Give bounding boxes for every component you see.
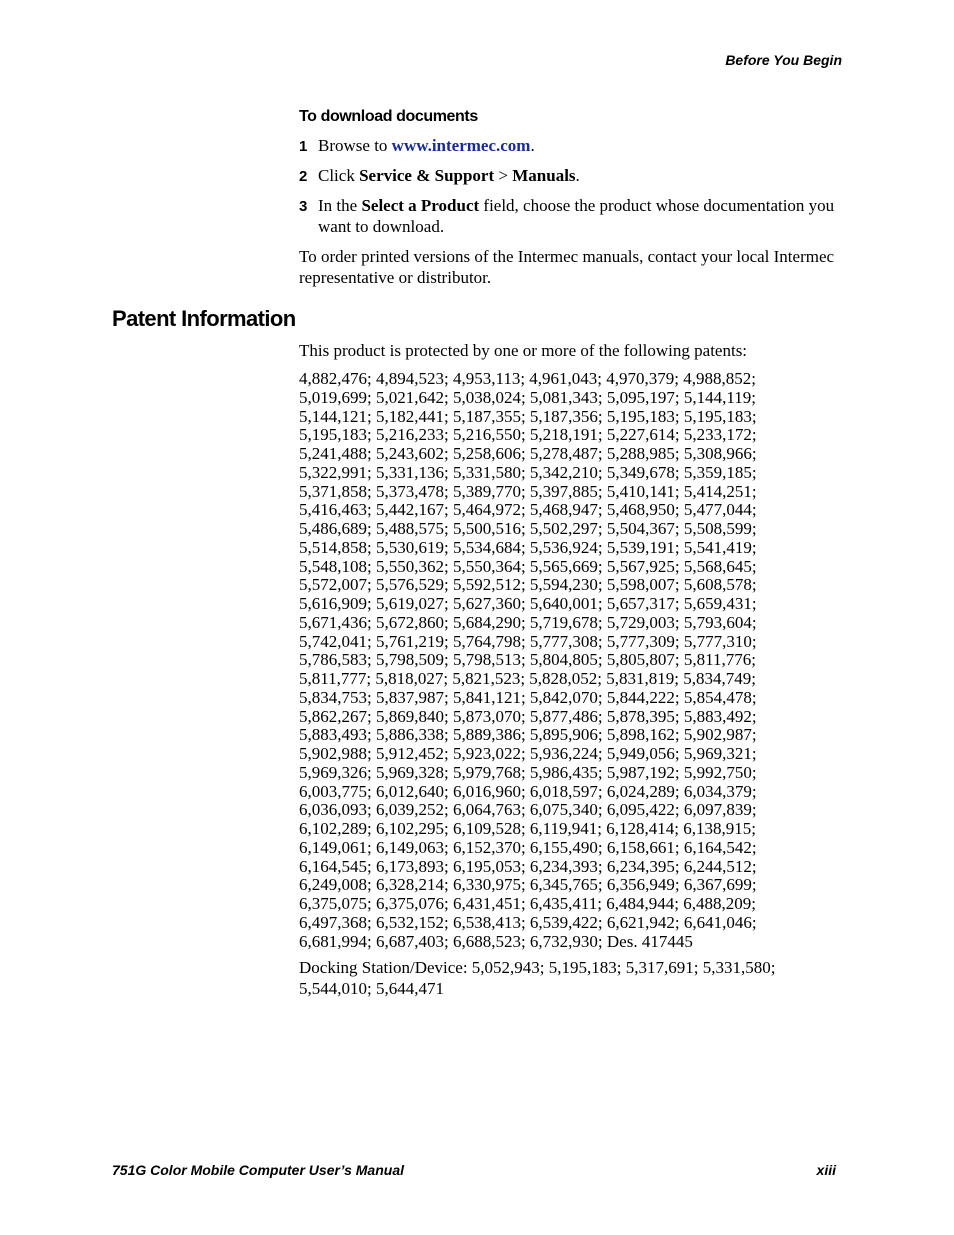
patent-line: 5,514,858; 5,530,619; 5,534,684; 5,536,924; 5,539,191; 5,541,419; xyxy=(299,537,757,557)
patent-line: 6,497,368; 6,532,152; 6,538,413; 6,539,422; 6,621,942; 6,641,046; xyxy=(299,912,757,932)
patent-line: 6,164,545; 6,173,893; 6,195,053; 6,234,393; 6,234,395; 6,244,512; xyxy=(299,856,757,876)
patent-line: 5,616,909; 5,619,027; 5,627,360; 5,640,001; 5,657,317; 5,659,431; xyxy=(299,594,757,613)
step-number: 3 xyxy=(299,198,308,215)
patent-line: 6,249,008; 6,328,214; 6,330,975; 6,345,765; 6,356,949; 6,367,699; xyxy=(299,875,757,895)
manuals-label: Manuals xyxy=(512,166,576,185)
patent-line: 5,834,753; 5,837,987; 5,841,121; 5,842,070; 5,844,222; 5,854,478; xyxy=(299,687,757,707)
page-number: xiii xyxy=(816,1162,836,1178)
patent-line: 5,786,583; 5,798,509; 5,798,513; 5,804,805; 5,805,807; 5,811,776; xyxy=(299,650,756,670)
patent-line: 5,862,267; 5,869,840; 5,873,070; 5,877,486; 5,878,395; 5,883,492; xyxy=(299,706,757,726)
patent-line: 5,671,436; 5,672,860; 5,684,290; 5,719,678; 5,729,003; 5,793,604; xyxy=(299,612,757,632)
patent-line: 6,003,775; 6,012,640; 6,016,960; 6,018,597; 6,024,289; 6,034,379; xyxy=(299,781,757,801)
step-number: 1 xyxy=(299,138,308,155)
patent-line: 6,149,061; 6,149,063; 6,152,370; 6,155,490; 6,158,661; 6,164,542; xyxy=(299,837,757,857)
patent-line: 5,416,463; 5,442,167; 5,464,972; 5,468,947; 5,468,950; 5,477,044; xyxy=(299,500,757,520)
patent-line: 6,681,994; 6,687,403; 6,688,523; 6,732,930; Des. 417445 xyxy=(299,931,693,951)
patent-line: 5,883,493; 5,886,338; 5,889,386; 5,895,906; 5,898,162; 5,902,987; xyxy=(299,725,757,745)
patent-number-list xyxy=(299,370,844,951)
download-step: 3 In the Select a Product field, choose the product whose documentation you want to download. xyxy=(299,196,835,236)
patent-line: 5,811,777; 5,818,027; 5,821,523; 5,828,052; 5,831,819; 5,834,749; xyxy=(299,669,756,688)
running-header: Before You Begin xyxy=(725,52,842,68)
download-step: 2 Click Service & Support > Manuals. xyxy=(299,166,844,187)
order-manuals-paragraph: To order printed versions of the Intermec manuals, contact your local Intermec representative or distributor. xyxy=(299,247,835,287)
patent-line: 5,144,121; 5,182,441; 5,187,355; 5,187,356; 5,195,183; 5,195,183; xyxy=(299,406,757,426)
patent-line: 5,548,108; 5,550,362; 5,550,364; 5,565,669; 5,567,925; 5,568,645; xyxy=(299,556,757,576)
patent-line: 5,902,988; 5,912,452; 5,923,022; 5,936,224; 5,949,056; 5,969,321; xyxy=(299,744,757,763)
footer-manual-title: 751G Color Mobile Computer User’s Manual xyxy=(112,1162,404,1178)
patent-information-heading: Patent Information xyxy=(112,306,296,331)
patent-line: 5,241,488; 5,243,602; 5,258,606; 5,278,487; 5,288,985; 5,308,966; xyxy=(299,444,757,463)
patent-line: 5,969,326; 5,969,328; 5,979,768; 5,986,435; 5,987,192; 5,992,750; xyxy=(299,762,757,782)
patent-line: 6,102,289; 6,102,295; 6,109,528; 6,119,941; 6,128,414; 6,138,915; xyxy=(299,819,756,838)
intermec-website-link[interactable]: www.intermec.com xyxy=(391,136,531,155)
patent-line: 5,486,689; 5,488,575; 5,500,516; 5,502,297; 5,504,367; 5,508,599; xyxy=(299,519,757,538)
patent-line: 5,322,991; 5,331,136; 5,331,580; 5,342,210; 5,349,678; 5,359,185; xyxy=(299,462,757,482)
download-documents-heading: To download documents xyxy=(299,108,478,125)
select-product-label: Select a Product xyxy=(361,196,480,215)
download-steps-list xyxy=(299,136,844,247)
patent-line: 4,882,476; 4,894,523; 4,953,113; 4,961,043; 4,970,379; 4,988,852; xyxy=(299,369,756,388)
patent-line: 5,195,183; 5,216,233; 5,216,550; 5,218,191; 5,227,614; 5,233,172; xyxy=(299,425,757,445)
patent-line: 5,371,858; 5,373,478; 5,389,770; 5,397,885; 5,410,141; 5,414,251; xyxy=(299,481,757,501)
patent-line: 5,572,007; 5,576,529; 5,592,512; 5,594,230; 5,598,007; 5,608,578; xyxy=(299,575,757,595)
patent-line: 6,375,075; 6,375,076; 6,431,451; 6,435,411; 6,484,944; 6,488,209; xyxy=(299,894,756,913)
service-support-label: Service & Support xyxy=(359,166,495,185)
patent-line: 5,019,699; 5,021,642; 5,038,024; 5,081,343; 5,095,197; 5,144,119; xyxy=(299,387,756,407)
docking-station-patents: Docking Station/Device: 5,052,943; 5,195,183; 5,317,691; 5,331,580; 5,544,010; 5,644,471 xyxy=(299,958,776,998)
patent-line: 5,742,041; 5,761,219; 5,764,798; 5,777,308; 5,777,309; 5,777,310; xyxy=(299,631,757,651)
step-number: 2 xyxy=(299,168,308,185)
patent-line: 6,036,093; 6,039,252; 6,064,763; 6,075,340; 6,095,422; 6,097,839; xyxy=(299,800,757,820)
patent-intro-paragraph: This product is protected by one or more of the following patents: xyxy=(299,341,748,360)
download-step: 1 Browse to www.intermec.com. xyxy=(299,136,844,157)
